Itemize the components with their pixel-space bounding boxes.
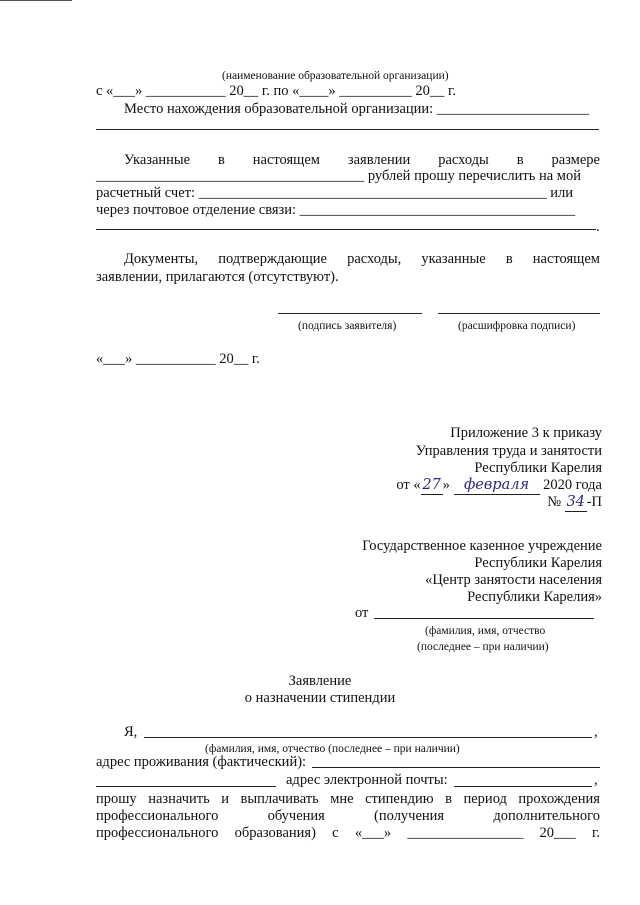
location-label: Место нахождения образовательной организации: _____________________: [124, 101, 590, 117]
word: в: [505, 251, 513, 267]
amount-line: _____________________________________ рублей прошу перечислить на мой: [96, 168, 581, 184]
word: стипендию: [365, 791, 434, 807]
word: заявлении: [347, 152, 411, 168]
handwritten-month: февраля: [454, 476, 540, 495]
email-comma: ,: [594, 772, 598, 788]
date-mid: »: [442, 477, 450, 493]
fio-caption-2: (последнее – при наличии): [417, 641, 549, 653]
number-prefix: №: [547, 494, 562, 510]
word: настоящем: [532, 251, 600, 267]
word: «___»: [354, 825, 392, 841]
date-suffix: 2020 года: [543, 477, 602, 493]
account-line: расчетный счет: ________________________________________________ или: [96, 185, 574, 201]
from-blank-line: [374, 618, 594, 619]
handwritten-number: 34: [566, 494, 585, 510]
signature-decode-line: [438, 313, 600, 314]
word: Указанные: [124, 152, 191, 168]
word: и: [221, 791, 230, 807]
from-label: от: [355, 605, 369, 621]
word: назначить: [148, 791, 210, 807]
date-prefix: от «: [396, 477, 421, 493]
word: профессионального: [96, 825, 219, 841]
i-label: Я,: [124, 724, 138, 740]
appendix-line-2: Управления труда и занятости: [415, 443, 602, 459]
signature-line: [278, 313, 422, 314]
word: настоящем: [252, 152, 320, 168]
word: 20___: [539, 825, 576, 841]
number-suffix: -П: [586, 494, 602, 510]
address-continuation-line: [96, 786, 276, 787]
recipient-line-2: Республики Карелия: [474, 555, 602, 571]
signature-decode-caption: (расшифровка подписи): [458, 320, 576, 332]
word: (получения: [374, 808, 445, 824]
post-office-line: через почтовое отделение связи: ______________________________________: [96, 202, 576, 218]
word: образования): [234, 825, 316, 841]
word: в: [445, 791, 452, 807]
word: указанные: [421, 251, 486, 267]
word: в: [516, 152, 524, 168]
appendix-line-3: Республики Карелия: [474, 460, 602, 476]
word: прохождения: [518, 791, 600, 807]
word: обучения: [267, 808, 325, 824]
training-line: [96, 807, 600, 825]
word: подтверждающие: [218, 251, 327, 267]
word: профессионального: [96, 808, 219, 824]
appendix-number-line: [547, 493, 602, 512]
word: с: [332, 825, 339, 841]
application-subtitle: о назначении стипендии: [244, 690, 396, 706]
applicant-name-line: [144, 737, 592, 738]
email-label: адрес электронной почты:: [286, 772, 448, 788]
location-blank-line: [96, 129, 599, 130]
word: в: [218, 152, 225, 168]
education-line: [96, 824, 600, 842]
post-blank-line: [96, 229, 596, 230]
address-label: адрес проживания (фактический):: [96, 754, 307, 770]
documents-line-2: заявлении, прилагаются (отсутствуют).: [96, 269, 339, 285]
word: дополнительного: [493, 808, 600, 824]
address-blank-line: [312, 767, 600, 768]
date-line: «___» ___________ 20__ г.: [96, 351, 260, 367]
word: выплачивать: [240, 791, 319, 807]
application-title: Заявление: [288, 673, 352, 689]
appendix-line-1: Приложение 3 к приказу: [450, 425, 602, 441]
word: расходы: [438, 152, 489, 168]
word: мне: [330, 791, 354, 807]
fio-caption-1: (фамилия, имя, отчество: [425, 625, 546, 637]
trailing-dot: .: [596, 219, 600, 235]
handwritten-day: 27: [422, 477, 441, 493]
word: ________________: [407, 825, 524, 841]
signature-caption: (подпись заявителя): [298, 320, 397, 332]
word: прошу: [96, 791, 137, 807]
i-comma: ,: [594, 724, 598, 740]
org-name-caption: (наименование образовательной организации): [222, 70, 449, 82]
page-separator: [0, 0, 72, 1]
applicant-fio-caption: (фамилия, имя, отчество (последнее – при наличии): [205, 743, 460, 755]
period-line: с «___» ___________ 20__ г. по «____» __________ 20__ г.: [96, 83, 456, 99]
word: размере: [551, 152, 600, 168]
recipient-line-4: Республики Карелия»: [467, 589, 602, 605]
word: Документы,: [124, 251, 199, 267]
email-blank-line: [454, 786, 592, 787]
documents-line: [124, 250, 600, 268]
recipient-line-3: «Центр занятости населения: [425, 572, 602, 588]
request-line: [96, 790, 600, 808]
recipient-line-1: Государственное казенное учреждение: [362, 538, 602, 554]
word: расходы,: [347, 251, 402, 267]
word: период: [463, 791, 507, 807]
word: г.: [592, 825, 600, 841]
